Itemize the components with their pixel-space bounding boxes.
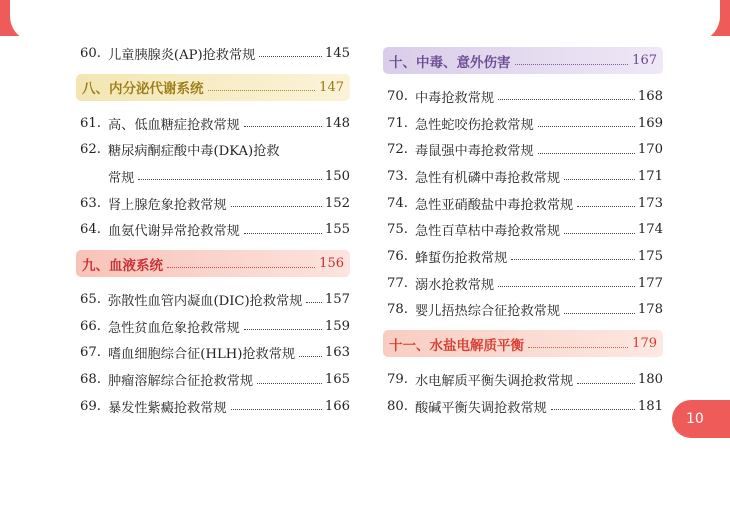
toc-entry[interactable] xyxy=(387,270,663,297)
section-title: 十一、水盐电解质平衡 xyxy=(389,337,524,354)
entry-number: 69. xyxy=(80,398,101,414)
entry-page-number: 150 xyxy=(324,168,350,184)
entry-page-number: 166 xyxy=(324,398,350,414)
toc-entry[interactable] xyxy=(387,393,663,420)
entry-number: 60. xyxy=(80,45,101,61)
toc-entry[interactable] xyxy=(387,366,663,393)
dot-leader xyxy=(167,266,315,268)
dot-leader xyxy=(231,205,322,207)
dot-leader xyxy=(515,63,629,65)
dot-leader xyxy=(244,328,322,330)
page-number-tab xyxy=(672,400,730,438)
toc-entry[interactable] xyxy=(80,190,350,217)
dot-leader xyxy=(564,232,635,234)
toc-left-column xyxy=(80,40,350,420)
entry-title: 急性百草枯中毒抢救常规 xyxy=(415,224,561,240)
entry-number: 77. xyxy=(387,275,408,291)
page-sheet-edge xyxy=(10,0,720,42)
entry-number: 75. xyxy=(387,222,408,238)
toc-entry[interactable] xyxy=(80,110,350,137)
entry-number: 63. xyxy=(80,195,101,211)
toc-entry[interactable] xyxy=(80,393,350,420)
entry-title: 暴发性紫癜抢救常规 xyxy=(108,400,227,416)
entry-title: 酸碱平衡失调抢救常规 xyxy=(415,400,547,416)
entry-number: 66. xyxy=(80,318,101,334)
entry-title: 高、低血糖症抢救常规 xyxy=(108,117,240,133)
toc-right-column xyxy=(387,40,663,420)
toc-entry[interactable] xyxy=(387,297,663,324)
toc-section-heading[interactable] xyxy=(383,330,663,357)
page-number: 10 xyxy=(686,411,704,427)
section-title: 九、血液系统 xyxy=(82,257,163,274)
entry-number: 68. xyxy=(80,372,101,388)
entry-page-number: 155 xyxy=(324,222,350,238)
entry-title: 急性蛇咬伤抢救常规 xyxy=(415,117,534,133)
entry-title: 溺水抢救常规 xyxy=(415,277,495,293)
toc-entry[interactable] xyxy=(80,286,350,313)
entry-title: 中毒抢救常规 xyxy=(415,90,495,106)
dot-leader xyxy=(208,89,316,91)
dot-leader xyxy=(564,178,635,180)
toc-entry-continuation[interactable] xyxy=(80,163,350,190)
entry-title: 糖尿病酮症酸中毒(DKA)抢救 xyxy=(108,144,280,160)
dot-leader xyxy=(538,152,635,154)
dot-leader xyxy=(257,382,322,384)
dot-leader xyxy=(498,285,635,287)
dot-leader xyxy=(577,205,635,207)
toc-entry[interactable] xyxy=(80,340,350,367)
dot-leader xyxy=(231,408,322,410)
dot-leader xyxy=(538,125,635,127)
section-page-number: 167 xyxy=(632,53,657,68)
dot-leader xyxy=(244,125,322,127)
entry-number: 72. xyxy=(387,142,408,158)
entry-number: 80. xyxy=(387,398,408,414)
dot-leader xyxy=(577,382,635,384)
entry-number: 65. xyxy=(80,291,101,307)
entry-page-number: 152 xyxy=(324,195,350,211)
section-title: 十、中毒、意外伤害 xyxy=(389,54,511,71)
toc-entry[interactable] xyxy=(80,136,350,163)
toc-entry[interactable] xyxy=(80,366,350,393)
entry-page-number: 165 xyxy=(324,372,350,388)
entry-page-number: 148 xyxy=(324,115,350,131)
toc-entry[interactable] xyxy=(387,243,663,270)
entry-page-number: 159 xyxy=(324,318,350,334)
entry-number: 73. xyxy=(387,168,408,184)
entry-page-number: 170 xyxy=(637,142,663,158)
section-page-number: 147 xyxy=(319,79,344,95)
entry-page-number: 180 xyxy=(637,372,663,388)
entry-title: 常规 xyxy=(108,170,135,186)
entry-number: 61. xyxy=(80,115,101,131)
entry-number: 76. xyxy=(387,248,408,264)
entry-page-number: 178 xyxy=(637,302,663,318)
entry-title: 肿瘤溶解综合征抢救常规 xyxy=(108,374,254,390)
entry-title: 儿童胰腺炎(AP)抢救常规 xyxy=(108,47,256,63)
toc-entry[interactable] xyxy=(387,110,663,137)
entry-title: 急性有机磷中毒抢救常规 xyxy=(415,170,561,186)
toc-entry[interactable] xyxy=(80,40,350,67)
entry-page-number: 169 xyxy=(637,115,663,131)
dot-leader xyxy=(244,232,322,234)
toc-entry[interactable] xyxy=(387,190,663,217)
entry-page-number: 157 xyxy=(324,291,350,307)
entry-title: 急性贫血危象抢救常规 xyxy=(108,320,240,336)
section-page-number: 156 xyxy=(319,256,344,272)
toc-entry[interactable] xyxy=(387,163,663,190)
entry-number: 64. xyxy=(80,222,101,238)
entry-title: 水电解质平衡失调抢救常规 xyxy=(415,374,574,390)
dot-leader xyxy=(528,346,628,348)
entry-number: 67. xyxy=(80,345,101,361)
entry-page-number: 175 xyxy=(637,248,663,264)
toc-entry[interactable] xyxy=(387,216,663,243)
entry-page-number: 181 xyxy=(637,398,663,414)
entry-number: 78. xyxy=(387,302,408,318)
dot-leader xyxy=(138,178,321,180)
entry-number: 62. xyxy=(80,142,101,158)
toc-entry[interactable] xyxy=(387,136,663,163)
dot-leader xyxy=(564,312,635,314)
entry-title: 毒鼠强中毒抢救常规 xyxy=(415,144,534,160)
entry-title: 急性亚硝酸盐中毒抢救常规 xyxy=(415,197,574,213)
entry-page-number: 171 xyxy=(637,168,663,184)
entry-page-number: 145 xyxy=(324,45,350,61)
dot-leader xyxy=(259,55,321,57)
dot-leader xyxy=(498,98,635,100)
entry-title: 肾上腺危象抢救常规 xyxy=(108,197,227,213)
entry-number: 79. xyxy=(387,372,408,388)
entry-number: 71. xyxy=(387,115,408,131)
toc-section-heading[interactable] xyxy=(383,47,663,74)
entry-title: 婴儿捂热综合征抢救常规 xyxy=(415,304,561,320)
entry-title: 血氨代谢异常抢救常规 xyxy=(108,224,240,240)
entry-page-number: 173 xyxy=(637,195,663,211)
section-title: 八、内分泌代谢系统 xyxy=(82,81,204,98)
entry-page-number: 174 xyxy=(637,222,663,238)
dot-leader xyxy=(306,301,321,303)
toc-entry[interactable] xyxy=(387,83,663,110)
entry-title: 弥散性血管内凝血(DIC)抢救常规 xyxy=(108,293,303,309)
section-page-number: 179 xyxy=(632,336,657,352)
toc-section-heading[interactable] xyxy=(76,74,350,101)
entry-title: 嗜血细胞综合征(HLH)抢救常规 xyxy=(108,347,296,363)
toc-section-heading[interactable] xyxy=(76,250,350,277)
entry-page-number: 163 xyxy=(324,345,350,361)
entry-page-number: 177 xyxy=(637,275,663,291)
toc-entry[interactable] xyxy=(80,216,350,243)
dot-leader xyxy=(511,258,635,260)
entry-number: 70. xyxy=(387,88,408,104)
dot-leader xyxy=(299,355,322,357)
entry-number: 74. xyxy=(387,195,408,211)
toc-entry[interactable] xyxy=(80,313,350,340)
entry-title: 蜂蜇伤抢救常规 xyxy=(415,250,508,266)
entry-page-number: 168 xyxy=(637,88,663,104)
dot-leader xyxy=(551,408,635,410)
